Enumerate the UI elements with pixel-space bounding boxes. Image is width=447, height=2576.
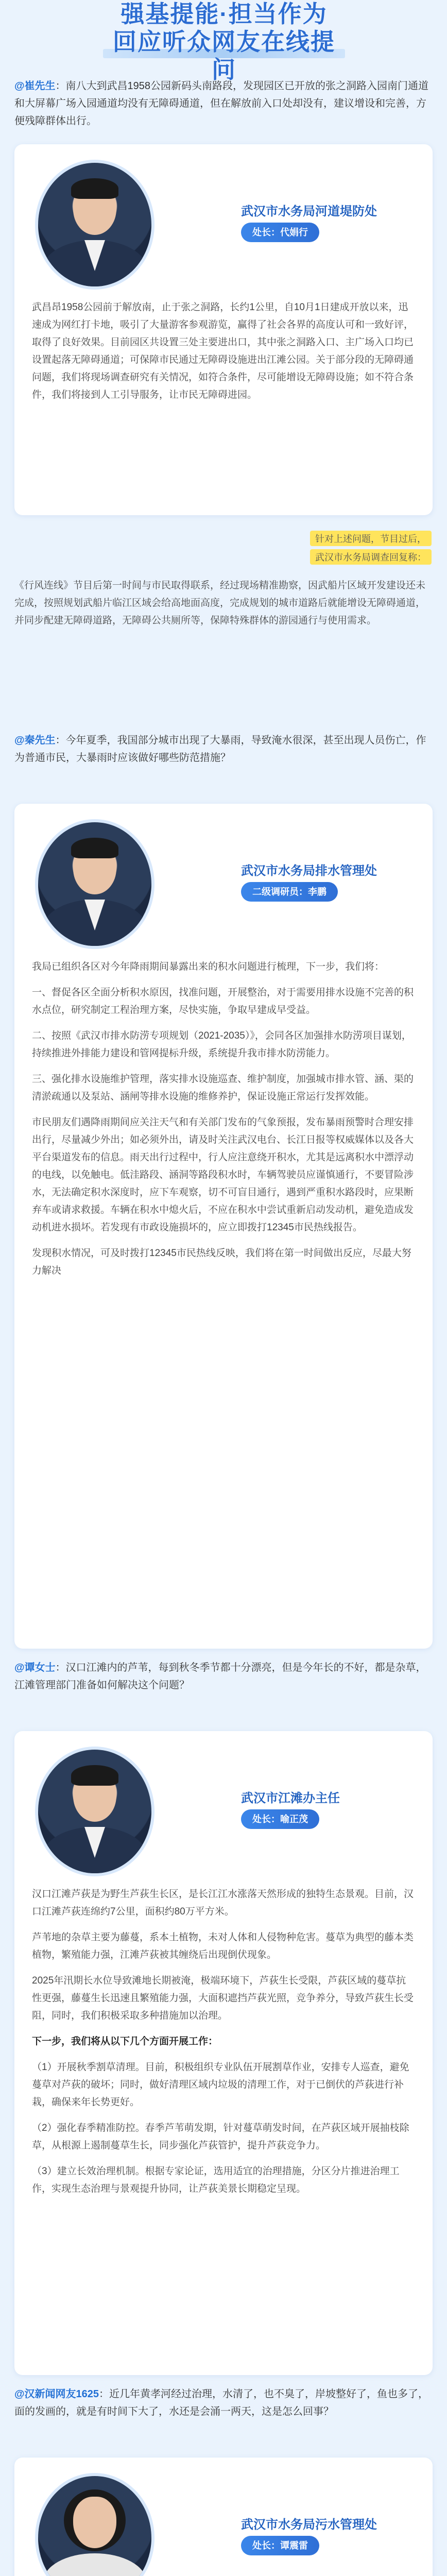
title-line-1: 强基提能·担当作为 — [121, 1, 328, 27]
question-3 — [14, 1659, 433, 1694]
reply-paragraph: 芦苇地的杂草主要为藤蔓，系本土植物，未对人体和人侵物种危害。蔓草为典型的藤本类植物，繁殖能力强，江滩芦荻被其缠绕后出现倒伏现象。 — [32, 1932, 414, 1960]
reply-paragraph: （2）强化春季精准防控。春季芦苇萌发期，针对蔓草萌发时间，在芦荻区域开展抽枝除草，从根源上遏制蔓草生长，同步强化芦荻管护，提升芦荻竞争力。 — [32, 2123, 409, 2151]
reply-paragraph: 发现积水情况，可及时拨打12345市民热线反映，我们将在第一时间做出反应，尽最大努力解决 — [32, 1248, 411, 1276]
reply-organization: 武汉市江滩办主任 — [241, 1791, 340, 1805]
question-1 — [14, 77, 433, 130]
question-text: ：汉口江滩内的芦苇，每到秋冬季节都十分漂亮，但是今年长的不好，都是杂草，江滩管理部门准备如何解决这个问题？ — [14, 1662, 426, 1691]
reply-paragraph: （1）开展秋季割草清理。目前，积极组织专业队伍开展割草作业，安排专人巡查，避免蔓草对芦荻的破坏；同时，做好清理区域内垃圾的清理工作，对于已倒伏的芦荻进行补栽，确保来年长势更好。 — [32, 2062, 409, 2108]
reply-organization: 武汉市水务局河道堤防处 — [241, 205, 377, 218]
question-user: @谭女士 — [14, 1662, 56, 1673]
reply-paragraph: 市民朋友们遇降雨期间应关注天气和有关部门发布的气象预报，发布暴雨预警时合理安排出行，尽量减少外出；如必须外出，请及时关注武汉电台、长江日报等权威媒体以及各大平台渠道发布的信息。雨天出行过程中，行人应注意绕开积水，尤其是远离积水中漂浮动的电线，以免触电。低洼路段、涵洞等路段积水时，车辆驾驶员应谨慎通行，不要冒险涉水，无法确定积水深度时，应下车观察，切不可盲目通行，遇到严重积水路段时，应果断弃车或请求救援。车辆在积水中熄火后，不应在积水中尝试重新启动发动机，避免造成发动机进水损坏。若发现有市政设施损坏的，应立即拨打12345市民热线报告。 — [32, 1117, 414, 1233]
reply-role-badge: 处长：谭震雷 — [241, 2536, 319, 2555]
reply-paragraph: 汉口江滩芦荻是为野生芦荻生长区，是长江江水涨落天然形成的独特生态景观。目前，汉口江滩芦荻连绵约7公里，面积约80万平方米。 — [32, 1889, 414, 1917]
reply-card-4 — [14, 2458, 433, 2576]
question-user: @汉新闻网友1625 — [14, 2388, 99, 2400]
tag-1: 针对上述问题，节目过后， — [310, 531, 432, 546]
reply-role-badge: 处长：喻正茂 — [241, 1809, 319, 1829]
reply-paragraph: 武昌昂1958公园前于解放南，止于张之洞路，长约1公里，自10月1日建成开放以来，迅速成为网红打卡地，吸引了大量游客参观游览，赢得了社会各界的高度认可和一致好评，取得了良好效果。目前园区共设置三处主要进出口，其中张之洞路入口、主广场入口均已设置起落无障碍通道；可保障市民通过无障碍设施进出江滩公园。关于部分段的无障碍通问题，我们将现场调查研究有关情况，如符合条件，尽可能增设无障碍设施；如不符合条件，我们将接到人工引导服务，让市民无障碍进园。 — [32, 302, 414, 400]
reply-organization: 武汉市水务局排水管理处 — [241, 864, 377, 878]
avatar — [35, 2473, 154, 2576]
reply-paragraph: 二、按照《武汉市排水防涝专项规划（2021-2035）》，会同各区加强排水防涝项目谋划，持续推进外排能力建设和管网提标升级，系统提升我市排水防涝能力。 — [32, 1030, 411, 1059]
reply-card-3 — [14, 1731, 433, 2375]
question-user: @秦先生 — [14, 735, 56, 746]
question-user: @崔先生 — [14, 80, 56, 92]
avatar — [35, 160, 154, 290]
avatar — [35, 1747, 154, 1876]
reply-subheading: 下一步，我们将从以下几个方面开展工作： — [32, 2036, 218, 2047]
reply-paragraph: （3）建立长效治理机制。根据专家论证，选用适宜的治理措施，分区分片推进治理工作，实现生态治理与景观提升协同，让芦荻美景长期稳定呈现。 — [32, 2166, 400, 2194]
reply-paragraph: 2025年汛期长水位导致滩地长期被淹，极端环境下，芦荻生长受限，芦荻区域的蔓草抗性更强，藤蔓生长迅速且繁殖能力强，大面积遮挡芦荻光照，竞争养分，导致芦荻生长受阻，同时，我们积极采取多种措施加以治理。 — [32, 1975, 414, 2021]
followup-tags — [310, 531, 432, 568]
reply-card-1 — [14, 144, 433, 515]
title-line-2: 回应听众网友在线提问 — [113, 28, 335, 83]
reply-organization: 武汉市水务局污水管理处 — [241, 2518, 377, 2532]
reply-paragraph: 我局已组织各区对今年降雨期间暴露出来的积水问题进行梳理，下一步，我们将： — [32, 961, 385, 972]
reply-paragraph: 一、督促各区全面分析积水原因，找准问题，开展整治，对于需要用排水设施不完善的积水点位，研究制定工程治理方案，尽快实施，争取早建成早受益。 — [32, 987, 414, 1015]
reply-role-badge: 二级调研员：李鹏 — [241, 882, 338, 902]
question-text: ：今年夏季，我国部分城市出现了大暴雨，导致淹水很深，甚至出现人员伤亡，作为普通市民，大暴雨时应该做好哪些防范措施？ — [14, 735, 426, 764]
reply-role-badge: 处长：代娟行 — [241, 223, 319, 242]
tag-2: 武汉市水务局调查回复称： — [310, 549, 432, 565]
question-2 — [14, 732, 433, 767]
reply-paragraph: 三、强化排水设施维护管理，落实排水设施巡查、维护制度，加强城市排水管、涵、渠的清淤疏通以及泵站、涵闸等排水设施的维修养护，保证设施正常运行发挥效能。 — [32, 1074, 414, 1102]
question-text: ：近几年黄孝河经过治理，水清了，也不臭了，岸坡整好了，鱼也多了，面的发画的，就是有时间下大了，水还是会涌一两天，这是怎么回事？ — [14, 2388, 428, 2417]
avatar — [35, 819, 154, 949]
question-4 — [14, 2385, 433, 2420]
reply-card-2 — [14, 804, 433, 1649]
page-title — [103, 0, 345, 83]
followup-text: 《行风连线》节目后第一时间与市民取得联系，经过现场精准勘察，因武船片区域开发建设还未完成，按照规划武船片临江区域会给高地面高度，完成规划的城市道路后就能增设无障碍通道，并同步配建无障碍道路，无障碍公共厕所等，保障特殊群体的游园通行与使用需求。 — [14, 580, 426, 626]
question-text: ：南八大到武昌1958公园新码头南路段，发现园区已开放的张之洞路入园南门通道和大屏幕广场入园通道均没有无障碍通道，但在解放前入口处却没有，建议增设和完善，方便残障群体出行。 — [14, 80, 429, 127]
